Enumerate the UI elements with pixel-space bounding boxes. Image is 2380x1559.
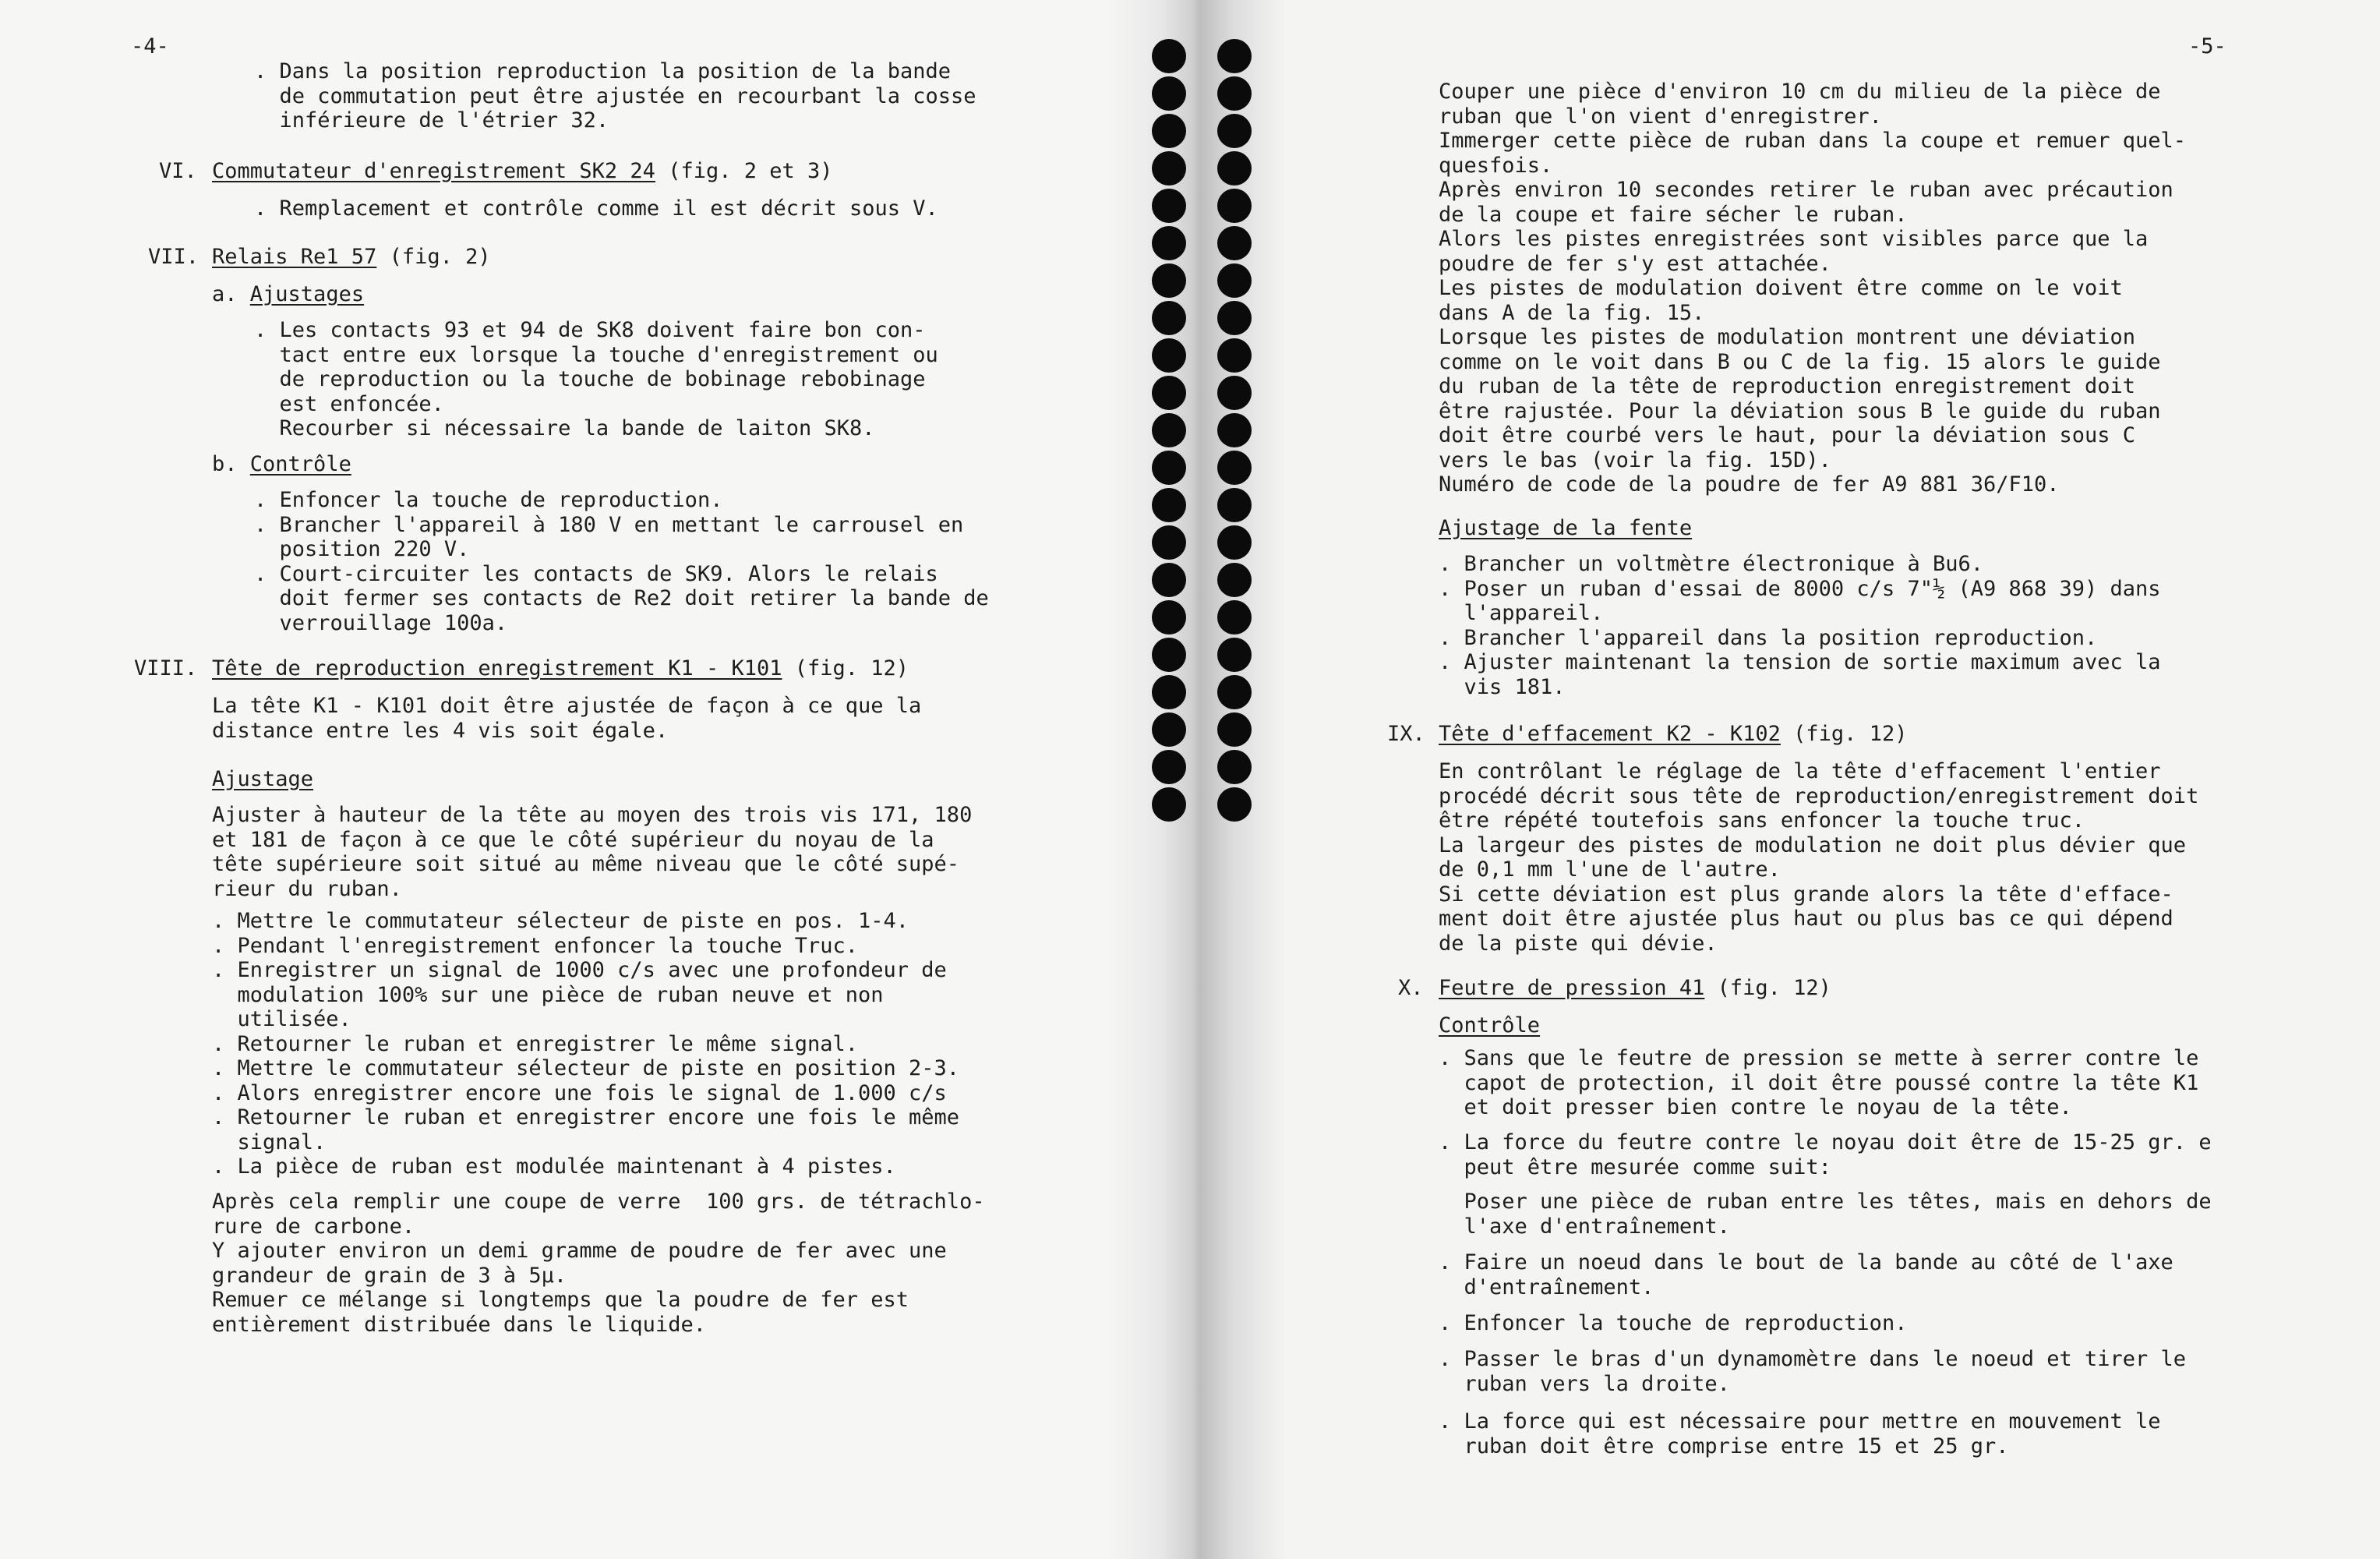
text-line: . Brancher un voltmètre électronique à Bu6.: [1439, 552, 1983, 576]
binding-hole: [1217, 638, 1252, 672]
text-line: . Faire un noeud dans le bout de la bande au côté de l'axe: [1439, 1250, 2173, 1274]
section-heading-vii: VII.: [148, 245, 200, 269]
text-line: Lorsque les pistes de modulation montrent une déviation: [1439, 325, 2136, 349]
text-line: Y ajouter environ un demi gramme de poudre de fer avec une: [212, 1239, 947, 1263]
binding-hole: [1217, 675, 1252, 709]
text-line: utilisée.: [212, 1007, 351, 1031]
text-line: En contrôlant le réglage de la tête d'effacement l'entier: [1439, 759, 2161, 783]
section-title-vi: [212, 159, 833, 184]
text-line: ruban que l'on vient d'enregistrer.: [1439, 104, 1882, 129]
binding-hole: [1217, 263, 1252, 298]
text-line: quesfois.: [1439, 153, 1553, 178]
section-heading-ix: IX.: [1387, 722, 1425, 746]
text-line: d'entraînement.: [1439, 1274, 1654, 1299]
text-line: Couper une pièce d'environ 10 cm du milieu de la pièce de: [1439, 80, 2161, 104]
text-line: . Pendant l'enregistrement enfoncer la touche Truc.: [212, 933, 859, 958]
section-title-x: [1439, 976, 1831, 1001]
subsection-title: Ajustage: [212, 767, 314, 791]
subsection-title: Ajustages: [249, 282, 365, 306]
binding-hole: [1217, 750, 1252, 784]
binding-hole: [1152, 226, 1186, 260]
text-line: . La pièce de ruban est modulée maintenant à 4 pistes.: [212, 1154, 896, 1179]
binding-hole: [1152, 301, 1186, 335]
text-line: de commutation peut être ajustée en recourbant la cosse: [254, 83, 976, 108]
binding-hole: [1152, 675, 1186, 709]
controle-step-1: [1439, 1046, 2198, 1120]
text-line: . Passer le bras d'un dynamomètre dans le noeud et tirer le: [1439, 1347, 2187, 1371]
text-line: . Retourner le ruban et enregistrer le même signal.: [212, 1031, 859, 1056]
text-line: . Mettre le commutateur sélecteur de piste en pos. 1-4.: [212, 909, 909, 933]
text-line: inférieure de l'étrier 32.: [254, 108, 609, 133]
binding-hole: [1217, 413, 1252, 447]
subsection-a-heading: [212, 282, 364, 307]
text-line: La tête K1 - K101 doit être ajustée de façon à ce que la: [212, 694, 922, 718]
text-line: procédé décrit sous tête de reproduction/enregistrement doit: [1439, 783, 2199, 808]
text-line: Les pistes de modulation doivent être comme on le voit: [1439, 276, 2123, 300]
binding-hole: [1217, 600, 1252, 635]
binding-hole: [1217, 338, 1252, 373]
section-heading-viii: VIII.: [134, 656, 198, 681]
section-title-text: Commutateur d'enregistrement SK2 24: [212, 159, 655, 183]
text-line: vis 181.: [1439, 674, 1566, 699]
text-line: . Brancher l'appareil à 180 V en mettant le carrousel en: [254, 512, 964, 537]
text-line: est enfoncée.: [254, 391, 444, 416]
section-title-text: Feutre de pression 41: [1439, 976, 1705, 1000]
subsection-b-heading: [212, 452, 351, 477]
binding-hole: [1217, 301, 1252, 335]
text-line: Alors les pistes enregistrées sont visibles parce que la: [1439, 227, 2149, 251]
binding-hole: [1217, 189, 1252, 223]
binding-hole: [1152, 413, 1186, 447]
binding-hole: [1217, 712, 1252, 747]
binding-hole: [1152, 787, 1186, 822]
text-line: rieur du ruban.: [212, 876, 402, 901]
subsection-label: a.: [212, 282, 250, 306]
binding-hole: [1217, 488, 1252, 522]
text-line: capot de protection, il doit être poussé contre la tête K1: [1439, 1070, 2199, 1095]
section-number: VI.: [159, 159, 197, 183]
binding-hole: [1152, 39, 1186, 73]
text-line: Ajuster à hauteur de la tête au moyen des trois vis 171, 180: [212, 803, 973, 827]
text-line: . Dans la position reproduction la position de la bande: [254, 59, 952, 83]
binding-hole: [1217, 226, 1252, 260]
controle-step-3: [1439, 1190, 2212, 1239]
binding-hole: [1217, 787, 1252, 822]
section-title-text: Tête d'effacement K2 - K102: [1439, 722, 1781, 746]
binding-hole: [1152, 600, 1186, 635]
text-line: distance entre les 4 vis soit égale.: [212, 718, 669, 743]
text-line: . Ajuster maintenant la tension de sortie maximum avec la: [1439, 650, 2161, 674]
subsection-a-body: [254, 318, 938, 441]
text-line: du ruban de la tête de reproduction enregistrement doit: [1439, 374, 2136, 398]
section-title-ix: [1439, 722, 1907, 747]
text-line: . La force qui est nécessaire pour mettre en mouvement le: [1439, 1409, 2161, 1434]
section-vi-body: [254, 196, 938, 221]
text-line: de reproduction ou la touche de bobinage rebobinage: [254, 367, 926, 391]
binding-hole: [1152, 151, 1186, 186]
text-line: Poser une pièce de ruban entre les têtes, mais en dehors de: [1439, 1190, 2212, 1214]
text-line: rure de carbone.: [212, 1214, 415, 1239]
page-number-right: -5-: [2188, 34, 2226, 58]
text-line: Si cette déviation est plus grande alors la tête d'efface-: [1439, 882, 2173, 907]
binding-hole: [1152, 338, 1186, 373]
figure-ref: (fig. 12): [1780, 722, 1908, 746]
ajustage-paragraph: [212, 803, 972, 901]
controle-step-4: [1439, 1250, 2173, 1299]
text-line: . Enfoncer la touche de reproduction.: [1439, 1311, 1908, 1335]
text-line: position 220 V.: [254, 537, 470, 561]
text-line: La largeur des pistes de modulation ne doit plus dévier que: [1439, 833, 2187, 857]
text-line: l'appareil.: [1439, 601, 1604, 625]
section-viii-intro: [212, 694, 921, 743]
text-line: comme on le voit dans B ou C de la fig. 15 alors le guide: [1439, 349, 2161, 374]
text-line: Après environ 10 secondes retirer le ruban avec précaution: [1439, 178, 2173, 202]
ajustage-steps: [212, 909, 959, 1179]
section-title-vii: [212, 245, 491, 270]
text-line: . Enregistrer un signal de 1000 c/s avec une profondeur de: [212, 958, 947, 982]
page-number-left: -4-: [131, 34, 169, 58]
figure-ref: (fig. 2): [376, 245, 491, 269]
binding-hole: [1152, 189, 1186, 223]
text-line: Immerger cette pièce de ruban dans la coupe et remuer quel-: [1439, 129, 2187, 153]
binding-hole: [1217, 39, 1252, 73]
text-line: . Remplacement et contrôle comme il est décrit sous V.: [254, 196, 938, 221]
text-line: . La force du feutre contre le noyau doit être de 15-25 gr. e: [1439, 1130, 2212, 1154]
text-line: vers le bas (voir la fig. 15D).: [1439, 447, 1831, 472]
section-heading-vi: [159, 159, 197, 184]
text-line: poudre de fer s'y est attachée.: [1439, 251, 1831, 276]
immersion-procedure: [1439, 80, 2186, 497]
tetrachloride-paragraph: [212, 1190, 985, 1337]
text-line: signal.: [212, 1129, 327, 1154]
binding-hole: [1152, 263, 1186, 298]
ajustage-heading: [212, 767, 313, 792]
binding-hole: [1217, 376, 1252, 410]
text-line: ruban vers la droite.: [1439, 1371, 1730, 1396]
text-line: doit fermer ses contacts de Re2 doit retirer la bande de: [254, 586, 989, 610]
binding-hole: [1152, 638, 1186, 672]
binding-hole: [1217, 76, 1252, 111]
text-line: ruban doit être comprise entre 15 et 25 gr.: [1439, 1434, 2009, 1458]
binding-hole: [1152, 488, 1186, 522]
section-heading-x: X.: [1398, 976, 1424, 1000]
text-line: entièrement distribuée dans le liquide.: [212, 1312, 706, 1337]
controle-heading: [1439, 1013, 1540, 1038]
binding-hole: [1152, 76, 1186, 111]
text-line: et 181 de façon à ce que le côté supérieur du noyau de la: [212, 827, 934, 852]
binding-hole: [1217, 525, 1252, 560]
subsection-title: Contrôle: [249, 452, 351, 476]
text-line: . Court-circuiter les contacts de SK9. Alors le relais: [254, 561, 938, 586]
binding-hole: [1152, 712, 1186, 747]
text-line: . Enfoncer la touche de reproduction.: [254, 488, 723, 512]
text-line: . Alors enregistrer encore une fois le signal de 1.000 c/s: [212, 1080, 947, 1105]
text-line: . Sans que le feutre de pression se mette à serrer contre le: [1439, 1046, 2199, 1070]
text-line: tête supérieure soit situé au même niveau que le côté supé-: [212, 852, 960, 876]
text-line: être rajustée. Pour la déviation sous B le guide du ruban: [1439, 398, 2161, 423]
binding-hole: [1152, 451, 1186, 485]
controle-step-5: [1439, 1311, 1907, 1336]
text-line: Recourber si nécessaire la bande de laiton SK8.: [254, 416, 875, 440]
fente-heading: [1439, 516, 1692, 541]
text-line: ment doit être ajustée plus haut ou plus bas ce qui dépend: [1439, 907, 2173, 931]
text-line: de la coupe et faire sécher le ruban.: [1439, 202, 1908, 227]
section-title-text: Tête de reproduction enregistrement K1 - K101: [212, 656, 782, 681]
text-line: . Les contacts 93 et 94 de SK8 doivent faire bon con-: [254, 318, 926, 342]
controle-step-7: [1439, 1409, 2161, 1458]
text-line: tact entre eux lorsque la touche d'enregistrement ou: [254, 342, 938, 367]
binding-hole: [1152, 376, 1186, 410]
text-line: de 0,1 mm l'une de l'autre.: [1439, 857, 1781, 882]
section-title-viii: [212, 656, 909, 681]
text-line: Après cela remplir une coupe de verre 100 grs. de tétrachlo-: [212, 1190, 985, 1214]
text-line: être répété toutefois sans enfoncer la touche truc.: [1439, 808, 2085, 833]
binding-hole: [1217, 451, 1252, 485]
controle-step-6: [1439, 1347, 2186, 1396]
figure-ref: (fig. 12): [1704, 976, 1831, 1000]
figure-ref: (fig. 12): [782, 656, 909, 681]
binding-hole: [1152, 114, 1186, 148]
text-line: . Retourner le ruban et enregistrer encore une fois le même: [212, 1105, 960, 1129]
text-line: . Poser un ruban d'essai de 8000 c/s 7"½ (A9 868 39) dans: [1439, 576, 2161, 601]
binding-hole: [1152, 563, 1186, 597]
binding-hole: [1217, 563, 1252, 597]
spiral-binding-fold: [1107, 0, 1286, 1559]
subsection-label: b.: [212, 452, 250, 476]
text-line: Numéro de code de la poudre de fer A9 881 36/F10.: [1439, 472, 2060, 497]
section-title-text: Relais Re1 57: [212, 245, 377, 269]
figure-ref: (fig. 2 et 3): [655, 159, 833, 183]
text-line: doit être courbé vers le haut, pour la déviation sous C: [1439, 423, 2136, 447]
text-line: dans A de la fig. 15.: [1439, 300, 1705, 325]
controle-step-2: [1439, 1130, 2212, 1179]
binding-hole: [1152, 525, 1186, 560]
section-ix-body: [1439, 759, 2198, 956]
text-line: et doit presser bien contre le noyau de la tête.: [1439, 1095, 2072, 1119]
text-line: peut être mesurée comme suit:: [1439, 1154, 1831, 1179]
fente-steps: [1439, 552, 2161, 699]
subsection-title: Ajustage de la fente: [1439, 516, 1693, 540]
text-line: de la piste qui dévie.: [1439, 931, 1718, 956]
subsection-b-body: [254, 488, 989, 635]
binding-hole: [1217, 151, 1252, 186]
binding-hole: [1217, 114, 1252, 148]
text-line: . Mettre le commutateur sélecteur de piste en position 2-3.: [212, 1056, 960, 1080]
text-line: l'axe d'entraînement.: [1439, 1214, 1730, 1239]
text-line: modulation 100% sur une pièce de ruban neuve et non: [212, 982, 884, 1007]
text-line: verrouillage 100a.: [254, 610, 508, 635]
text-line: grandeur de grain de 3 à 5µ.: [212, 1263, 567, 1288]
intro-paragraph: [254, 59, 976, 133]
text-line: Remuer ce mélange si longtemps que la poudre de fer est: [212, 1288, 909, 1312]
subsection-title: Contrôle: [1439, 1013, 1541, 1038]
text-line: . Brancher l'appareil dans la position reproduction.: [1439, 625, 2098, 650]
binding-hole: [1152, 750, 1186, 784]
